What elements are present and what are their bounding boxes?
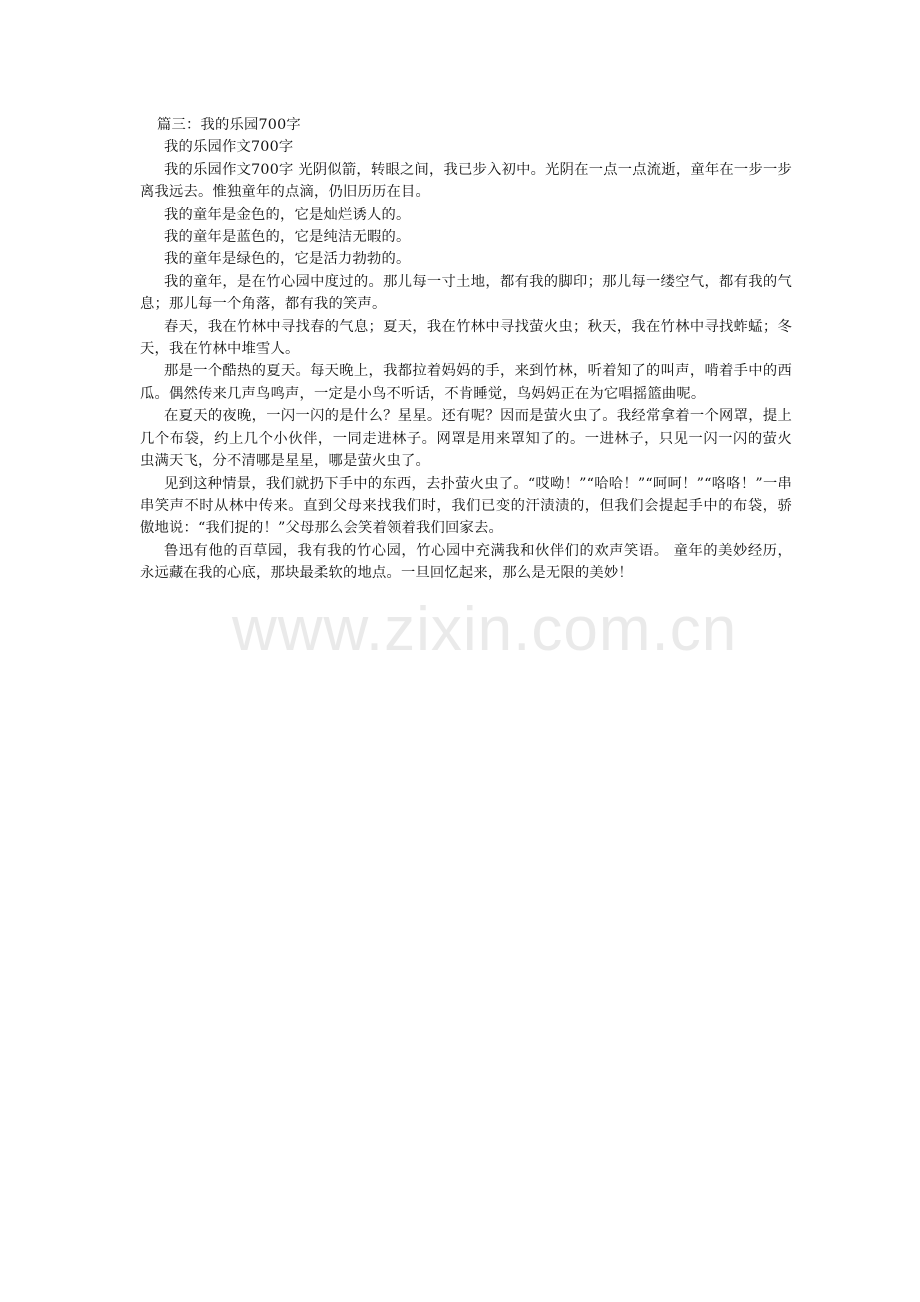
watermark: www.zixin.com.cn — [232, 595, 738, 664]
paragraph-3: 我的童年是蓝色的，它是纯洁无暇的。 — [164, 229, 411, 246]
essay-subheading: 我的乐园作文700字 — [164, 139, 294, 156]
paragraph-7: 那是一个酷热的夏天。每天晚上，我都拉着妈妈的手，来到竹林，听着知了的叫声，啃着手中的西瓜。偶然传来几声鸟鸣声，一定是小鸟不听话，不肯睡觉，鸟妈妈正在为它唱摇篮曲呢。 — [140, 363, 792, 402]
paragraph-4: 我的童年是绿色的，它是活力勃勃的。 — [164, 251, 411, 268]
paragraph-10: 鲁迅有他的百草园，我有我的竹心园，竹心园中充满我和伙伴们的欢声笑语。 童年的美妙经历，永远藏在我的心底，那块最柔软的地点。一旦回忆起来，那么是无限的美妙！ — [140, 542, 792, 582]
essay-heading: 篇三：我的乐园700字 — [157, 117, 301, 133]
paragraph-9: 见到这种情景，我们就扔下手中的东西，去扑萤火虫了。“哎呦！”“哈哈！”“呵呵！”“咯咯！”一串串笑声不时从林中传来。直到父母来找我们时，我们已变的汗渍渍的，但我们会提起手中的布袋，骄傲地说：“我们捉的！”父母那么会笑着领着我们回家去。 — [140, 475, 792, 537]
paragraph-2: 我的童年是金色的，它是灿烂诱人的。 — [164, 206, 411, 223]
document-body — [140, 114, 792, 585]
paragraph-6: 春天，我在竹林中寻找春的气息；夏天，我在竹林中寻找萤火虫；秋天，我在竹林中寻找蚱蜢；冬天，我在竹林中堆雪人。 — [140, 318, 792, 358]
paragraph-1: 我的乐园作文700字 光阴似箭，转眼之间，我已步入初中。光阴在一点一点流逝，童年在一步一步离我远去。惟独童年的点滴，仍旧历历在目。 — [140, 161, 792, 201]
paragraph-8: 在夏天的夜晚，一闪一闪的是什么？星星。还有呢？因而是萤火虫了。我经常拿着一个网罩，提上几个布袋，约上几个小伙伴，一同走进林子。网罩是用来罩知了的。一进林子，只见一闪一闪的萤火虫满天飞，分不清哪是星星，哪是萤火虫了。 — [140, 408, 792, 470]
paragraph-5: 我的童年，是在竹心园中度过的。那儿每一寸土地，都有我的脚印；那儿每一缕空气，都有我的气息；那儿每一个角落，都有我的笑声。 — [140, 273, 792, 313]
